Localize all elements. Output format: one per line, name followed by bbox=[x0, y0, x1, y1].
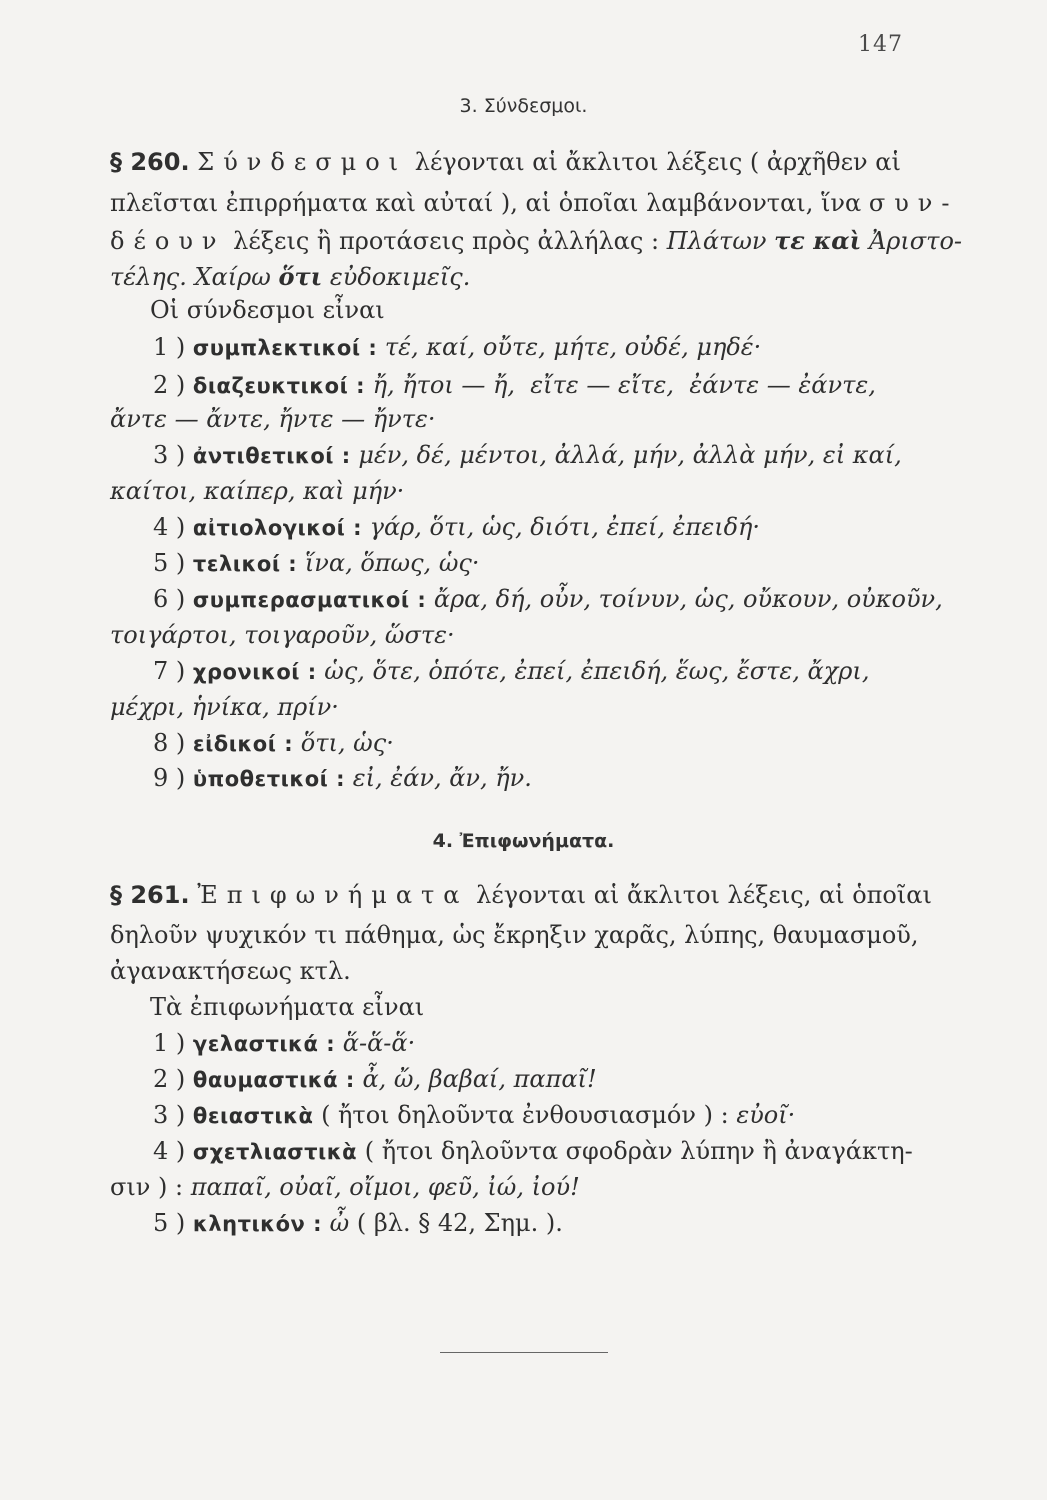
item-text: παπαῖ, οὐαῖ, οἴμοι, φεῦ, ἰώ, ἰού! bbox=[190, 1173, 580, 1201]
paragraph-261-line-1 bbox=[110, 880, 932, 910]
item-text: εὐοῖ· bbox=[736, 1101, 796, 1129]
example-italic: εὐδοκιμεῖς. bbox=[329, 263, 471, 291]
item-continuation: μέχρι, ἡνίκα, πρίν· bbox=[110, 693, 339, 721]
paragraph-260-line-4 bbox=[110, 262, 470, 292]
example-italic: τέλης. Χαίρω bbox=[110, 263, 271, 291]
example-bold: ὅτι bbox=[278, 262, 323, 291]
example-italic: Πλάτων bbox=[666, 227, 767, 255]
section-4-heading: 4. Ἐπιφωνήματα. bbox=[432, 830, 615, 852]
item-continuation: καίτοι, καίπερ, καὶ μήν· bbox=[110, 477, 405, 505]
item-text: ἤ, ἤτοι — ἤ, εἴτε — εἴτε, ἐάντε — ἐάντε, bbox=[372, 371, 876, 399]
item-label: αἰτιολογικοί : bbox=[192, 516, 362, 540]
item-continuation: τοιγάρτοι, τοιγαροῦν, ὥστε· bbox=[110, 621, 455, 649]
spaced-term: συν- bbox=[868, 189, 959, 217]
item-label: σχετλιαστικὰ bbox=[192, 1140, 358, 1164]
item-text: γάρ, ὅτι, ὡς, διότι, ἐπεί, ἐπειδή· bbox=[369, 513, 761, 541]
list-item bbox=[153, 1064, 597, 1095]
text-run: λέξεις ἢ προτάσεις πρὸς ἀλλήλας : bbox=[233, 227, 660, 255]
item-label: γελαστικά : bbox=[192, 1032, 336, 1056]
spaced-term: Ἐπιφωνήματα bbox=[197, 881, 469, 909]
item-label: συμπλεκτικοί : bbox=[192, 336, 378, 360]
item-label: διαζευκτικοί : bbox=[192, 374, 365, 398]
item-text: τέ, καί, οὔτε, μήτε, οὐδέ, μηδέ· bbox=[384, 333, 762, 361]
text-run: λέγονται αἱ ἄκλιτοι λέξεις ( ἀρχῆθεν αἱ bbox=[414, 148, 901, 176]
list-item bbox=[153, 1100, 795, 1131]
item-number: 6 ) bbox=[153, 585, 186, 613]
paragraph-260-line-2 bbox=[110, 188, 958, 218]
list-item bbox=[153, 548, 479, 579]
list-item bbox=[153, 1028, 415, 1059]
list-item bbox=[153, 728, 394, 759]
spaced-term: Σύνδεσμοι bbox=[197, 148, 408, 176]
list-intro: Οἱ σύνδεσμοι εἶναι bbox=[150, 296, 385, 324]
item-number: 2 ) bbox=[153, 371, 186, 399]
item-number: 1 ) bbox=[153, 333, 186, 361]
item-text: ἄρα, δή, οὖν, τοίνυν, ὡς, οὔκουν, οὐκοῦν, bbox=[433, 585, 943, 613]
text-run: πλεῖσται ἐπιρρήματα καὶ αὐταί ), αἱ ὁποῖαι λαμβάνονται, ἵνα bbox=[110, 189, 862, 217]
list-item bbox=[153, 332, 761, 363]
item-plain: ( ἤτοι δηλοῦντα ἐνθουσιασμόν ) : bbox=[321, 1101, 729, 1129]
item-plain: ( ἤτοι δηλοῦντα σφοδρὰν λύπην ἢ ἀναγάκτη- bbox=[364, 1137, 913, 1165]
item-number: 9 ) bbox=[153, 764, 186, 792]
list-item bbox=[153, 584, 943, 615]
item-plain: ( βλ. § 42, Σημ. ). bbox=[356, 1209, 563, 1237]
paragraph-260-line-1 bbox=[110, 147, 901, 177]
item-plain: σιν ) : bbox=[110, 1173, 184, 1201]
item-label: τελικοί : bbox=[192, 552, 298, 576]
item-continuation bbox=[110, 1172, 580, 1202]
item-text: ἵνα, ὅπως, ὡς· bbox=[304, 549, 480, 577]
item-label: θειαστικὰ bbox=[192, 1104, 314, 1128]
example-bold: τε καὶ bbox=[774, 226, 862, 255]
item-text: ὅτι, ὡς· bbox=[300, 729, 394, 757]
item-number: 4 ) bbox=[153, 513, 186, 541]
item-number: 7 ) bbox=[153, 657, 186, 685]
item-label: ὑποθετικοί : bbox=[192, 767, 346, 791]
item-text: εἰ, ἐάν, ἄν, ἤν. bbox=[352, 764, 532, 792]
item-label: ἀντιθετικοί : bbox=[192, 444, 351, 468]
item-text: ὦ bbox=[329, 1209, 350, 1237]
spaced-term: δέουν bbox=[110, 227, 226, 255]
list-item bbox=[153, 440, 902, 471]
list-item bbox=[153, 656, 869, 687]
item-label: εἰδικοί : bbox=[192, 732, 294, 756]
text-run: λέγονται αἱ ἄκλιτοι λέξεις, αἱ ὁποῖαι bbox=[476, 881, 932, 909]
page-number: 147 bbox=[858, 32, 903, 57]
item-text: ἆ, ὤ, βαβαί, παπαῖ! bbox=[362, 1065, 597, 1093]
list-item bbox=[153, 370, 876, 401]
item-number: 2 ) bbox=[153, 1065, 186, 1093]
item-label: θαυμαστικά : bbox=[192, 1068, 355, 1092]
list-item bbox=[153, 512, 760, 543]
footer-rule bbox=[440, 1352, 608, 1353]
item-number: 4 ) bbox=[153, 1137, 186, 1165]
paragraph-260-line-3 bbox=[110, 226, 962, 256]
paragraph-261-line-3: ἀγανακτήσεως κτλ. bbox=[110, 957, 351, 985]
item-text: ἅ-ἅ-ἅ· bbox=[342, 1029, 416, 1057]
list-item bbox=[153, 1136, 913, 1167]
example-italic: Ἀριστο- bbox=[868, 227, 963, 255]
item-number: 3 ) bbox=[153, 441, 186, 469]
item-label: χρονικοί : bbox=[192, 660, 317, 684]
item-text: μέν, δέ, μέντοι, ἀλλά, μήν, ἀλλὰ μήν, εἰ καί, bbox=[358, 441, 902, 469]
item-number: 5 ) bbox=[153, 549, 186, 577]
section-3-heading: 3. Σύνδεσμοι. bbox=[459, 95, 588, 117]
item-text: ὡς, ὅτε, ὁπότε, ἐπεί, ἐπειδή, ἕως, ἔστε, ἄχρι, bbox=[324, 657, 870, 685]
section-number-260: § 260. bbox=[110, 148, 190, 176]
list-item bbox=[153, 1208, 563, 1239]
paragraph-261-line-2: δηλοῦν ψυχικόν τι πάθημα, ὡς ἔκρηξιν χαρᾶς, λύπης, θαυμασμοῦ, bbox=[110, 921, 919, 949]
section-number-261: § 261. bbox=[110, 881, 190, 909]
item-label: κλητικόν : bbox=[192, 1212, 323, 1236]
item-label: συμπερασματικοί : bbox=[192, 588, 427, 612]
item-number: 3 ) bbox=[153, 1101, 186, 1129]
list-intro: Τὰ ἐπιφωνήματα εἶναι bbox=[150, 993, 425, 1021]
item-number: 1 ) bbox=[153, 1029, 186, 1057]
item-number: 5 ) bbox=[153, 1209, 186, 1237]
item-continuation: ἄντε — ἄντε, ἤντε — ἤντε· bbox=[110, 405, 436, 433]
list-item bbox=[153, 763, 532, 794]
item-number: 8 ) bbox=[153, 729, 186, 757]
